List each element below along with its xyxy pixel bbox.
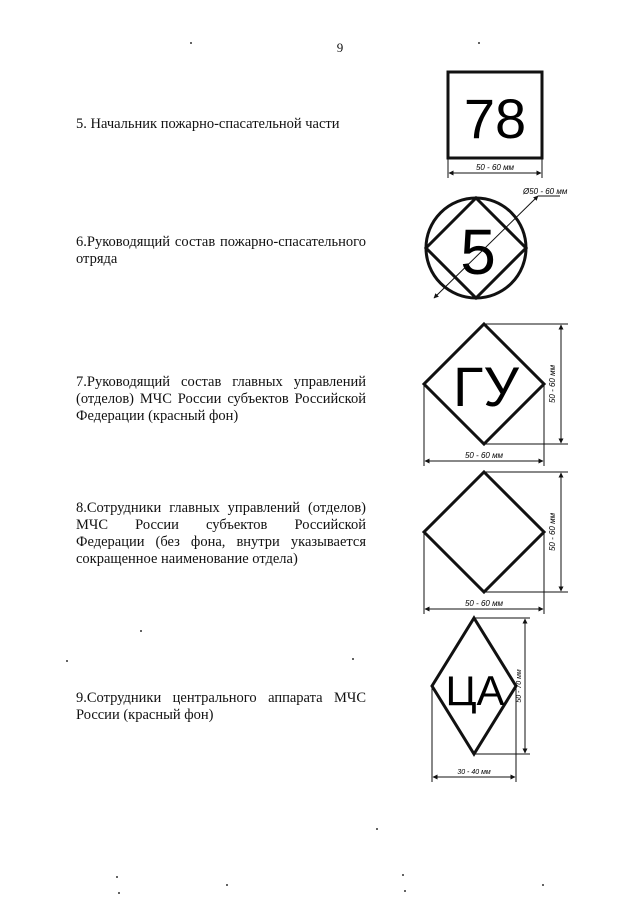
sign-label: ЦА — [445, 667, 505, 714]
scan-speck — [404, 890, 406, 892]
scan-speck — [542, 884, 544, 886]
item-6-text: 6.Руководящий состав пожарно-спасательного отряда — [76, 234, 366, 267]
width-label: 50 - 60 мм — [464, 599, 504, 608]
sign-label: 78 — [463, 87, 527, 150]
item-5-text: 5. Начальник пожарно-спасательной части — [76, 116, 340, 132]
sign-square-78 — [440, 66, 550, 181]
page-number: 9 — [336, 40, 344, 55]
scan-speck — [402, 874, 404, 876]
sign-label: ГУ — [453, 355, 519, 418]
sign-circle-5 — [420, 188, 570, 308]
scan-speck — [66, 660, 68, 662]
diamond-outline — [424, 472, 544, 592]
height-label: 50 - 60 мм — [548, 364, 557, 404]
scan-speck — [118, 892, 120, 894]
item-8-text: 8.Сотрудники главных управлений (отделов) МЧС России субъектов Российской Федерации (без фона, внутри указывается сокращенное наименование отдела) — [76, 500, 366, 567]
sign-diamond-empty — [418, 466, 578, 616]
scan-speck — [190, 42, 192, 44]
height-label: 50 - 60 мм — [548, 512, 557, 552]
item-7-text: 7.Руководящий состав главных управлений (отделов) МЧС России субъектов Российской Федерации (красный фон) — [76, 374, 366, 424]
height-label: 50 - 70 мм — [516, 669, 523, 703]
scan-speck — [352, 658, 354, 660]
scan-speck — [140, 630, 142, 632]
width-label: 30 - 40 мм — [457, 769, 491, 776]
scan-speck — [376, 828, 378, 830]
dimension-label: 50 - 60 мм — [475, 163, 515, 172]
item-9-text: 9.Сотрудники центрального аппарата МЧС России (красный фон) — [76, 690, 366, 723]
sign-tall-diamond-ca — [424, 612, 544, 787]
scan-speck — [116, 876, 118, 878]
dimension-label: Ø50 - 60 мм — [523, 187, 568, 196]
sign-label: 5 — [460, 216, 496, 288]
width-label: 50 - 60 мм — [464, 451, 504, 460]
scan-speck — [478, 42, 480, 44]
scan-speck — [226, 884, 228, 886]
sign-diamond-gu — [418, 318, 578, 468]
